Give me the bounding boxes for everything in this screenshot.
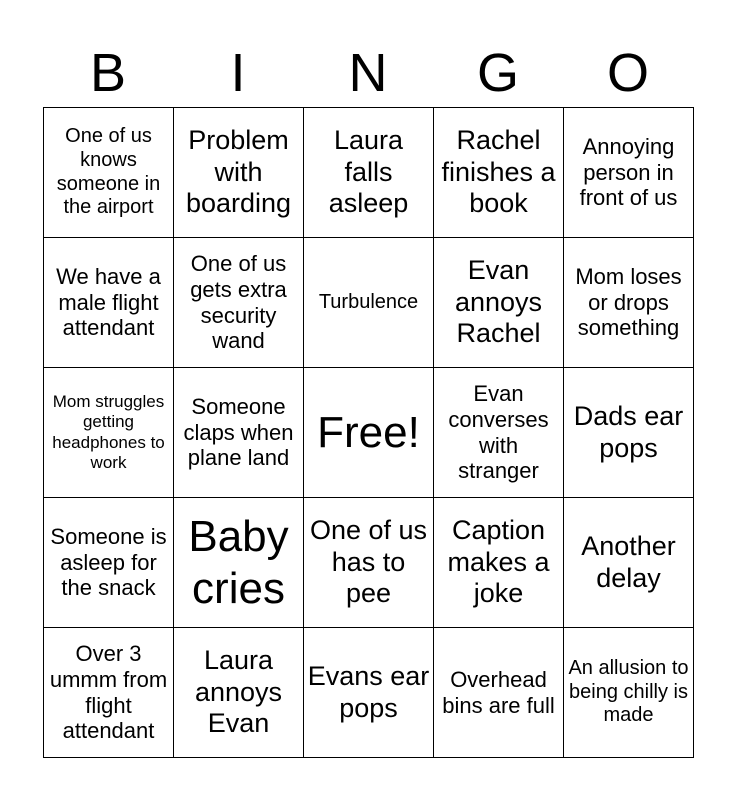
board-row-1 xyxy=(44,108,694,238)
header-letter-g: G xyxy=(476,43,519,103)
bingo-header xyxy=(43,38,693,108)
bingo-cell[interactable]: Baby cries xyxy=(174,498,304,628)
bingo-cell[interactable]: Mom struggles getting headphones to work xyxy=(44,368,174,498)
bingo-cell[interactable]: Evan annoys Rachel xyxy=(434,238,564,368)
board-row-2 xyxy=(44,238,694,368)
bingo-cell[interactable]: Someone claps when plane land xyxy=(174,368,304,498)
header-letter-n: N xyxy=(348,43,388,103)
board-row-4 xyxy=(44,498,694,628)
bingo-cell[interactable]: One of us has to pee xyxy=(304,498,434,628)
bingo-cell[interactable]: Mom loses or drops something xyxy=(564,238,694,368)
bingo-cell[interactable]: Problem with boarding xyxy=(174,108,304,238)
bingo-cell[interactable]: Rachel finishes a book xyxy=(434,108,564,238)
bingo-cell[interactable]: Evans ear pops xyxy=(304,628,434,758)
header-letter-o: O xyxy=(606,43,649,103)
bingo-cell[interactable]: Evan converses with stranger xyxy=(434,368,564,498)
bingo-cell[interactable]: One of us knows someone in the airport xyxy=(44,108,174,238)
bingo-board xyxy=(43,107,694,758)
bingo-cell[interactable]: An allusion to being chilly is made xyxy=(564,628,694,758)
bingo-cell[interactable]: One of us gets extra security wand xyxy=(174,238,304,368)
board-row-5 xyxy=(44,628,694,758)
bingo-cell[interactable]: We have a male flight attendant xyxy=(44,238,174,368)
bingo-cell[interactable]: Turbulence xyxy=(304,238,434,368)
bingo-cell[interactable]: Dads ear pops xyxy=(564,368,694,498)
bingo-cell[interactable]: Another delay xyxy=(564,498,694,628)
bingo-cell[interactable]: Annoying person in front of us xyxy=(564,108,694,238)
header-letter-b: B xyxy=(89,43,127,103)
header-letter-i: I xyxy=(230,43,246,103)
bingo-cell[interactable]: Laura annoys Evan xyxy=(174,628,304,758)
bingo-cell[interactable]: Overhead bins are full xyxy=(434,628,564,758)
bingo-cell[interactable]: Over 3 ummm from flight attendant xyxy=(44,628,174,758)
board-row-3 xyxy=(44,368,694,498)
free-space-cell[interactable]: Free! xyxy=(304,368,434,498)
bingo-cell[interactable]: Someone is asleep for the snack xyxy=(44,498,174,628)
bingo-cell[interactable]: Caption makes a joke xyxy=(434,498,564,628)
bingo-cell[interactable]: Laura falls asleep xyxy=(304,108,434,238)
